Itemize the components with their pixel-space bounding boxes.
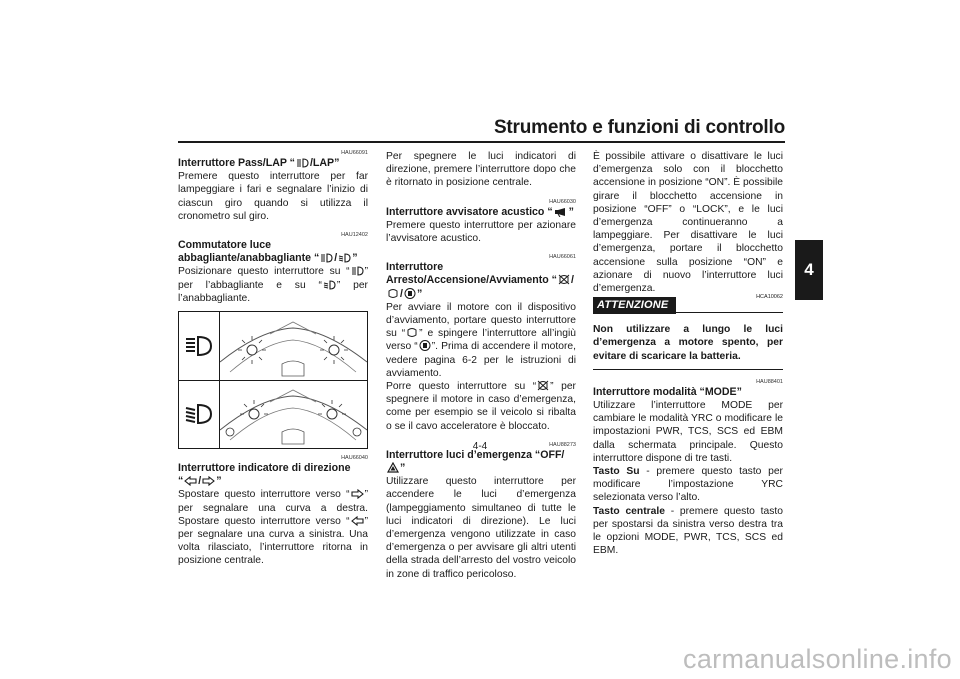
left-arrow-icon <box>351 516 364 526</box>
section-title-hazard: Interruttore luci d’emergenza “OFF/” <box>386 448 565 475</box>
low-beam-icon <box>338 253 351 263</box>
section-code: HAU66040 <box>341 455 368 462</box>
high-beam-icon <box>185 335 213 357</box>
figure-row-low-beam <box>179 380 367 448</box>
engine-stop-icon <box>537 380 549 391</box>
section-body: Utilizzare questo interruttore per accendere le luci d’emergenza (lampeggiamento simultaneo di tutte le luci indicatori di direzione). Le luci d’emergenza vengono utilizzate in caso d’emergenza o per avvisare gli altri utenti della strada dell’arresto del vostro veicolo in zone di traffico pericoloso. <box>386 476 576 580</box>
attention-label: ATTENZIONE <box>593 297 676 314</box>
column-1 <box>178 150 368 568</box>
engine-run-icon <box>387 288 399 299</box>
section-body: Premere questo interruttore per azionare l’avvisatore acustico. <box>386 219 576 245</box>
section-code: HAU66030 <box>549 198 576 205</box>
column-3 <box>593 150 783 557</box>
section-title-mode: Interruttore modalità “MODE” <box>593 385 742 398</box>
section-title-horn: Interruttore avvisatore acustico “ ” <box>386 205 574 218</box>
section-body: Per spegnere le luci indicatori di direzione, premere l’interruttore dopo che è ritornato in posizione centrale. <box>386 151 576 189</box>
section-body: È possibile attivare o disattivare le luci d’emergenza solo con il blocchetto accensione in posizione “ON”. È possibile girare il blocchetto accensione in posizione “OFF” o “LOCK”, e le luci d’emergenza continueranno a lampeggiare. Per disattivare le luci d’emergenza, portare il blocchetto accensione sulla posizione “ON” e azionare di nuovo l’interruttore luci d’emergenza. <box>593 151 784 295</box>
section-body: Spostare questo interruttore verso “ ” per segnalare una curva a destra. Spostare questo interruttore verso “ ” per segnalare una curva a sinistra. Una volta rilasciato, l’interruttore ritorna in posizione centrale. <box>178 489 368 567</box>
headlight-figure <box>178 311 368 449</box>
attention-code: HCA10062 <box>756 294 783 301</box>
low-beam-icon <box>323 280 336 290</box>
left-arrow-icon <box>184 476 197 486</box>
page-number: 4-4 <box>472 441 488 452</box>
section-title-stop-start: Interruttore Arresto/Accensione/Avviamento “ // ” <box>386 261 574 300</box>
column-2 <box>386 150 576 581</box>
high-beam-icon <box>320 253 333 263</box>
section-body: Utilizzare l’interruttore MODE per cambiare le modalità YRC o modificare le impostazioni PWR, TCS, SCS ed EBM dalla schermata principale. Questo interruttore dispone di tre tasti. <box>593 400 783 464</box>
section-title-dimmer: Commutatore luce abbagliante/anabbagliante “ / ” <box>178 239 358 265</box>
start-icon <box>404 288 416 299</box>
right-arrow-icon <box>202 476 215 486</box>
attention-box <box>593 315 783 370</box>
motorcycle-front-illustration <box>220 312 367 380</box>
right-arrow-icon <box>351 489 364 499</box>
section-body: Per avviare il motore con il dispositivo d’avviamento, portare questo interruttore su “ ” e spingere l’interruttore all’ingiù verso “ ”. Prima di accendere il motore, vedere pagina 6-2 per le istruzioni di avviamento. Porre questo interruttore su “ ” per spegnere il motore in caso d’emergenza, come per esempio se il veicolo si ribalta o se il cavo acceleratore è bloccato. <box>386 301 576 432</box>
watermark: carmanualsonline.info <box>683 644 952 674</box>
section-code: HAU88273 <box>549 441 576 448</box>
section-body: Premere questo interruttore per far lampeggiare i fari e segnalare l’inizio di ciascun giro quando si utilizza il cronometro sul giro. <box>178 171 368 222</box>
list-item: Tasto centrale - premere questo tasto per spostarsi da sinistra verso destra tra le opzioni MODE, PWR, TCS, SCS ed EBM. <box>593 505 783 557</box>
start-icon <box>419 340 431 351</box>
engine-run-icon <box>406 327 418 338</box>
section-title-pass-lap: Interruttore Pass/LAP “ /LAP” <box>178 157 340 169</box>
high-beam-icon <box>351 266 364 276</box>
motorcycle-front-illustration <box>220 380 367 448</box>
section-code: HAU12402 <box>341 232 368 239</box>
attention-text: Non utilizzare a lungo le luci d’emergenza a motore spento, per evitare di scaricare la batteria. <box>593 324 783 362</box>
low-beam-icon <box>185 403 213 425</box>
header-rule <box>178 141 785 143</box>
section-code: HAU88401 <box>756 378 783 385</box>
horn-icon <box>554 207 568 217</box>
section-code: HAU66091 <box>341 150 368 156</box>
section-title-turn-signal: Interruttore indicatore di direzione “ / ” <box>178 462 351 488</box>
chapter-tab: 4 <box>795 240 823 300</box>
engine-stop-icon <box>558 274 570 285</box>
figure-row-high-beam <box>179 312 367 381</box>
page-title: Strumento e funzioni di controllo <box>493 117 785 138</box>
high-beam-icon <box>296 158 309 168</box>
attention-header <box>593 294 783 315</box>
list-item: Tasto Su - premere questo tasto per modificare l’impostazione YRC selezionata verso l’alto. <box>593 466 783 504</box>
hazard-icon <box>387 462 399 473</box>
section-body: Posizionare questo interruttore su “ ” per l’abbagliante e su “ ” per l’anabbagliante. <box>178 266 368 304</box>
section-code: HAU66061 <box>549 254 576 261</box>
